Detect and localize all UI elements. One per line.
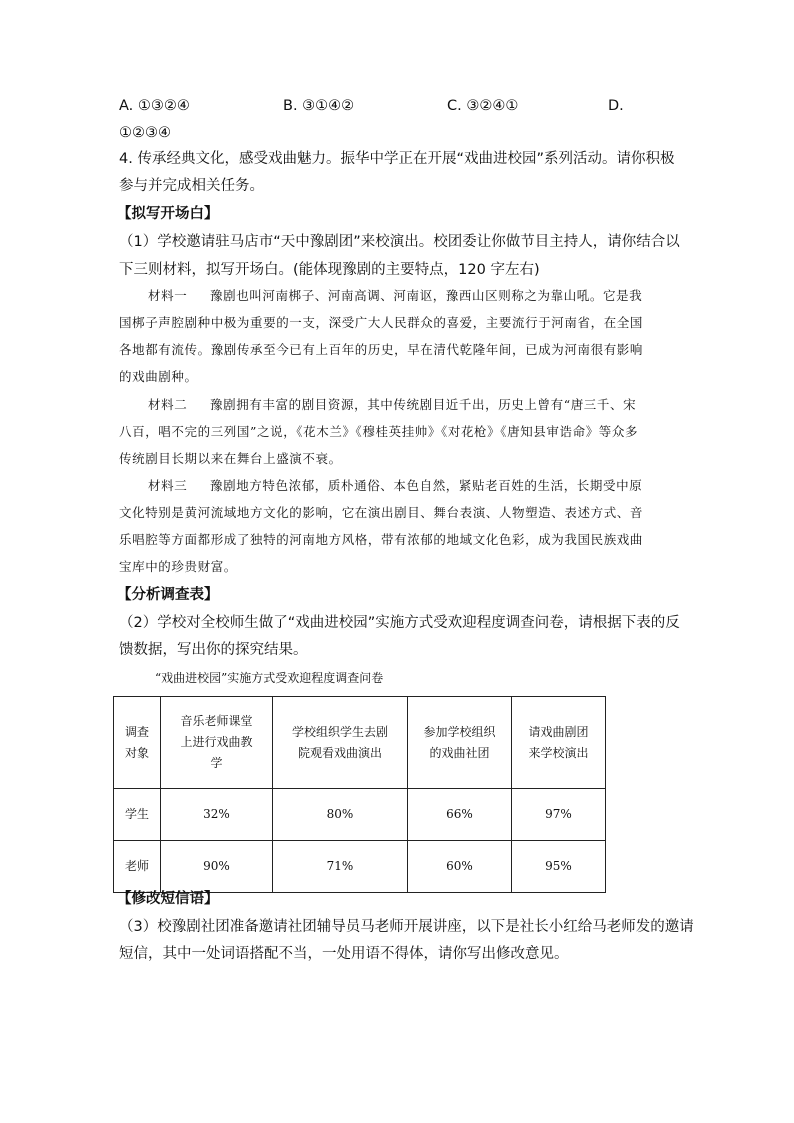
section-heading-survey: 【分析调查表】 — [117, 587, 219, 603]
table-row — [114, 789, 606, 841]
question-4-line-1: 4. 传承经典文化，感受戏曲魅力。振华中学正在开展“戏曲进校园”系列活动。请你积极 — [119, 151, 675, 167]
material-3-line-3: 乐唱腔等方面都形成了独特的河南地方风格，带有浓郁的地域文化色彩，成为我国民族戏曲 — [119, 532, 644, 547]
task-2-line-2: 馈数据，写出你的探究结果。 — [119, 642, 308, 658]
header-method-1-line: 学 — [210, 756, 223, 770]
task-1-line-2: 下三则材料，拟写开场白。(能体现豫剧的主要特点，120 字左右) — [119, 262, 540, 278]
cell-value: 71% — [273, 841, 408, 893]
header-method-2 — [273, 697, 408, 789]
header-method-3-line: 的戏曲社团 — [429, 745, 490, 760]
header-method-1 — [161, 697, 273, 789]
row-subject: 学生 — [114, 789, 161, 841]
material-2-text: 豫剧拥有丰富的剧目资源，其中传统剧目近千出，历史上曾有“唐三千、宋 — [210, 397, 637, 412]
material-1-line-1 — [148, 287, 642, 305]
material-1-line-3: 各地都有流传。豫剧传承至今已有上百年的历史，早在清代乾隆年间，已成为河南很有影响 — [119, 342, 644, 357]
row-subject: 老师 — [114, 841, 161, 893]
material-1-line-2: 国梆子声腔剧种中极为重要的一支，深受广大人民群众的喜爱，主要流行于河南省，在全国 — [119, 315, 644, 330]
material-3-line-2: 文化特别是黄河流域地方文化的影响，它在演出剧目、舞台表演、人物塑造、表述方式、音 — [119, 505, 644, 520]
material-1-text: 豫剧也叫河南梆子、河南高调、河南讴，豫西山区则称之为靠山吼。它是我 — [210, 288, 643, 303]
header-method-1-line: 上进行戏曲教 — [180, 735, 253, 749]
material-3-line-4: 宝库中的珍贵财富。 — [119, 559, 237, 574]
material-1-line-4: 的戏曲剧种。 — [119, 369, 198, 384]
option-a: A. ①③②④ — [119, 98, 190, 114]
section-heading-sms: 【修改短信语】 — [117, 891, 219, 907]
cell-value: 32% — [161, 789, 273, 841]
table-row — [114, 841, 606, 893]
option-c: C. ③②④① — [447, 98, 519, 114]
material-3-label: 材料三 — [148, 478, 188, 493]
material-3-line-1 — [148, 477, 642, 495]
cell-value: 95% — [512, 841, 606, 893]
material-2-line-1 — [148, 396, 636, 414]
cell-value: 80% — [273, 789, 408, 841]
cell-value: 66% — [408, 789, 512, 841]
header-method-2-line: 学校组织学生去剧 — [291, 724, 388, 739]
material-3-text: 豫剧地方特色浓郁，质朴通俗、本色自然，紧贴老百姓的生活，长期受中原 — [210, 478, 643, 493]
survey-table — [113, 696, 606, 893]
option-d-continued: ①②③④ — [119, 125, 171, 141]
cell-value: 90% — [161, 841, 273, 893]
task-1-line-1: （1）学校邀请驻马店市“天中豫剧团”来校演出。校团委让你做节目主持人，请你结合以 — [119, 234, 680, 250]
header-method-3 — [408, 697, 512, 789]
header-method-4-line: 来学校演出 — [528, 745, 589, 760]
option-b: B. ③①④② — [283, 98, 355, 114]
material-1-label: 材料一 — [148, 288, 188, 303]
section-heading-opening: 【拟写开场白】 — [117, 206, 219, 222]
cell-value: 60% — [408, 841, 512, 893]
question-4-line-2: 参与并完成相关任务。 — [119, 178, 264, 194]
header-subject — [114, 697, 161, 789]
table-header-row — [114, 697, 606, 789]
header-method-2-line: 院观看戏曲演出 — [297, 745, 382, 760]
table-caption: “戏曲进校园”实施方式受欢迎程度调查问卷 — [155, 671, 384, 685]
cell-value: 97% — [512, 789, 606, 841]
option-d: D. — [608, 98, 624, 114]
header-method-4 — [512, 697, 606, 789]
header-method-4-line: 请戏曲剧团 — [528, 724, 589, 739]
task-2-line-1: （2）学校对全校师生做了“戏曲进校园”实施方式受欢迎程度调查问卷，请根据下表的反 — [119, 615, 680, 631]
material-2-line-2: 八百，唱不完的三列国”之说，《花木兰》《穆桂英挂帅》《对花枪》《唐知县审诰命》等众多 — [119, 424, 639, 439]
header-subject-line: 调查 — [124, 724, 149, 739]
task-3-line-1: （3）校豫剧社团准备邀请社团辅导员马老师开展讲座，以下是社长小红给马老师发的邀请 — [119, 919, 694, 935]
header-method-3-line: 参加学校组织 — [423, 724, 496, 739]
header-subject-line: 对象 — [124, 745, 149, 760]
material-2-label: 材料二 — [148, 397, 188, 412]
header-method-1-line: 音乐老师课堂 — [180, 714, 253, 728]
material-2-line-3: 传统剧目长期以来在舞台上盛演不衰。 — [119, 451, 342, 466]
task-3-line-2: 短信，其中一处词语搭配不当，一处用语不得体，请你写出修改意见。 — [119, 946, 569, 962]
